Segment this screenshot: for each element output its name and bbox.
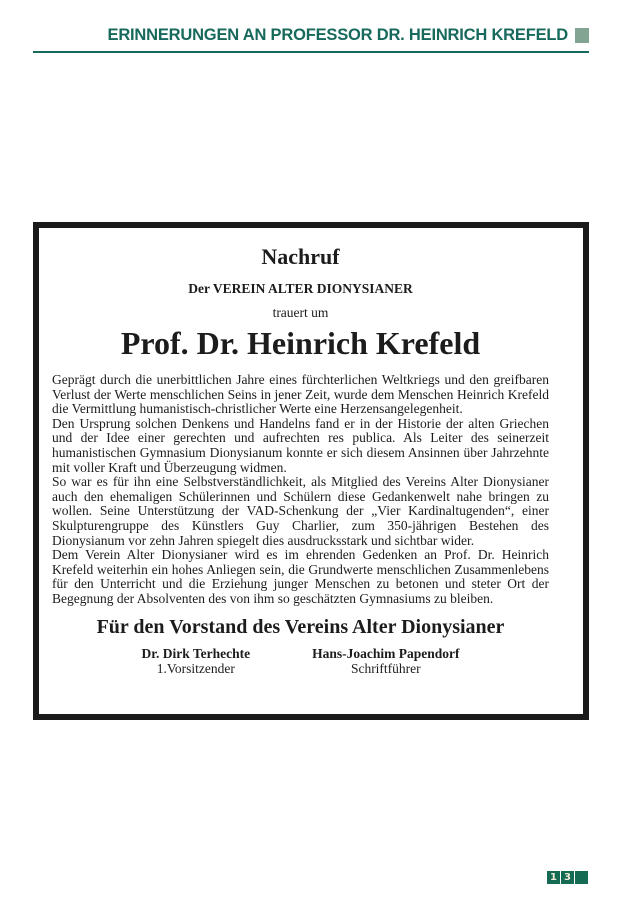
obituary-body xyxy=(52,373,549,607)
signature-block-secretary xyxy=(312,646,459,676)
obituary-heading: Nachruf xyxy=(261,244,340,269)
obituary-paragraph: Geprägt durch die unerbittlichen Jahre eines fürchterlichen Weltkriegs und den greifbaren Verlust der Werte menschlichen Seins in jener Zeit, wurde dem Menschen Heinrich Krefeld die Vermittlung humanistisch-christlicher Werte eine Herzensangelegenheit. xyxy=(52,372,549,417)
signature-name: Hans-Joachim Papendorf xyxy=(312,645,460,661)
page-header-title: ERINNERUNGEN AN PROFESSOR DR. HEINRICH KREFELD xyxy=(107,26,568,44)
signature-row xyxy=(52,646,549,676)
header-rule xyxy=(33,51,589,53)
signature-role: 1.Vorsitzender xyxy=(156,660,235,676)
header-accent-square xyxy=(575,28,589,43)
signature-block-chairman xyxy=(141,646,250,676)
obituary-lead-in: trauert um xyxy=(272,305,329,320)
signature-role: Schriftführer xyxy=(350,660,421,676)
obituary-paragraph: So war es für ihn eine Selbstverständlichkeit, als Mitglied des Vereins Alter Dionysianer auch den ehemaligen Schülerinnen und Schülern diese Gedankenwelt nahe bringen zu wollen. Seine Unterstützung der VAD-Schenkung der „Vier Kardinaltugenden“, einer Skulpturengruppe des Künstlers Guy Charlier, zum 350-jährigen Bestehen des Dionysianum vor zehn Jahren spiegelt dies ausdrucksstark und sichtbar wider. xyxy=(52,474,549,548)
page-number-indicator xyxy=(547,871,588,884)
obituary-closing-line: Für den Vorstand des Vereins Alter Dionysianer xyxy=(96,615,505,638)
page-header xyxy=(33,26,589,45)
page-number-digit: 3 xyxy=(561,871,574,884)
page-number-digit: 1 xyxy=(547,871,560,884)
obituary-paragraph: Dem Verein Alter Dionysianer wird es im ehrenden Gedenken an Prof. Dr. Heinrich Krefeld weiterhin ein hohes Anliegen sein, die Grundwerte menschlichen Zusammenlebens für den Unterricht und die Erziehung junger Menschen zu betonen und steter Ort der Begegnung der Absolventen des von ihm so geschätzten Gymnasiums zu bleiben. xyxy=(52,547,549,606)
obituary-paragraph: Den Ursprung solchen Denkens und Handelns fand er in der Historie der alten Griechen und der Idee einer gerechten und aufrechten res publica. Als Leiter des seinerzeit humanistischen Gymnasium Dionysianum konnte er sich diesem Ansinnen über Jahrzehnte mit voller Kraft und Überzeugung widmen. xyxy=(52,415,549,475)
obituary-subheading: Der VEREIN ALTER DIONYSIANER xyxy=(188,281,413,296)
signature-name: Dr. Dirk Terhechte xyxy=(141,645,251,661)
obituary-name-title: Prof. Dr. Heinrich Krefeld xyxy=(120,325,481,361)
obituary-box xyxy=(33,222,589,720)
page-number-end-square xyxy=(575,871,588,884)
